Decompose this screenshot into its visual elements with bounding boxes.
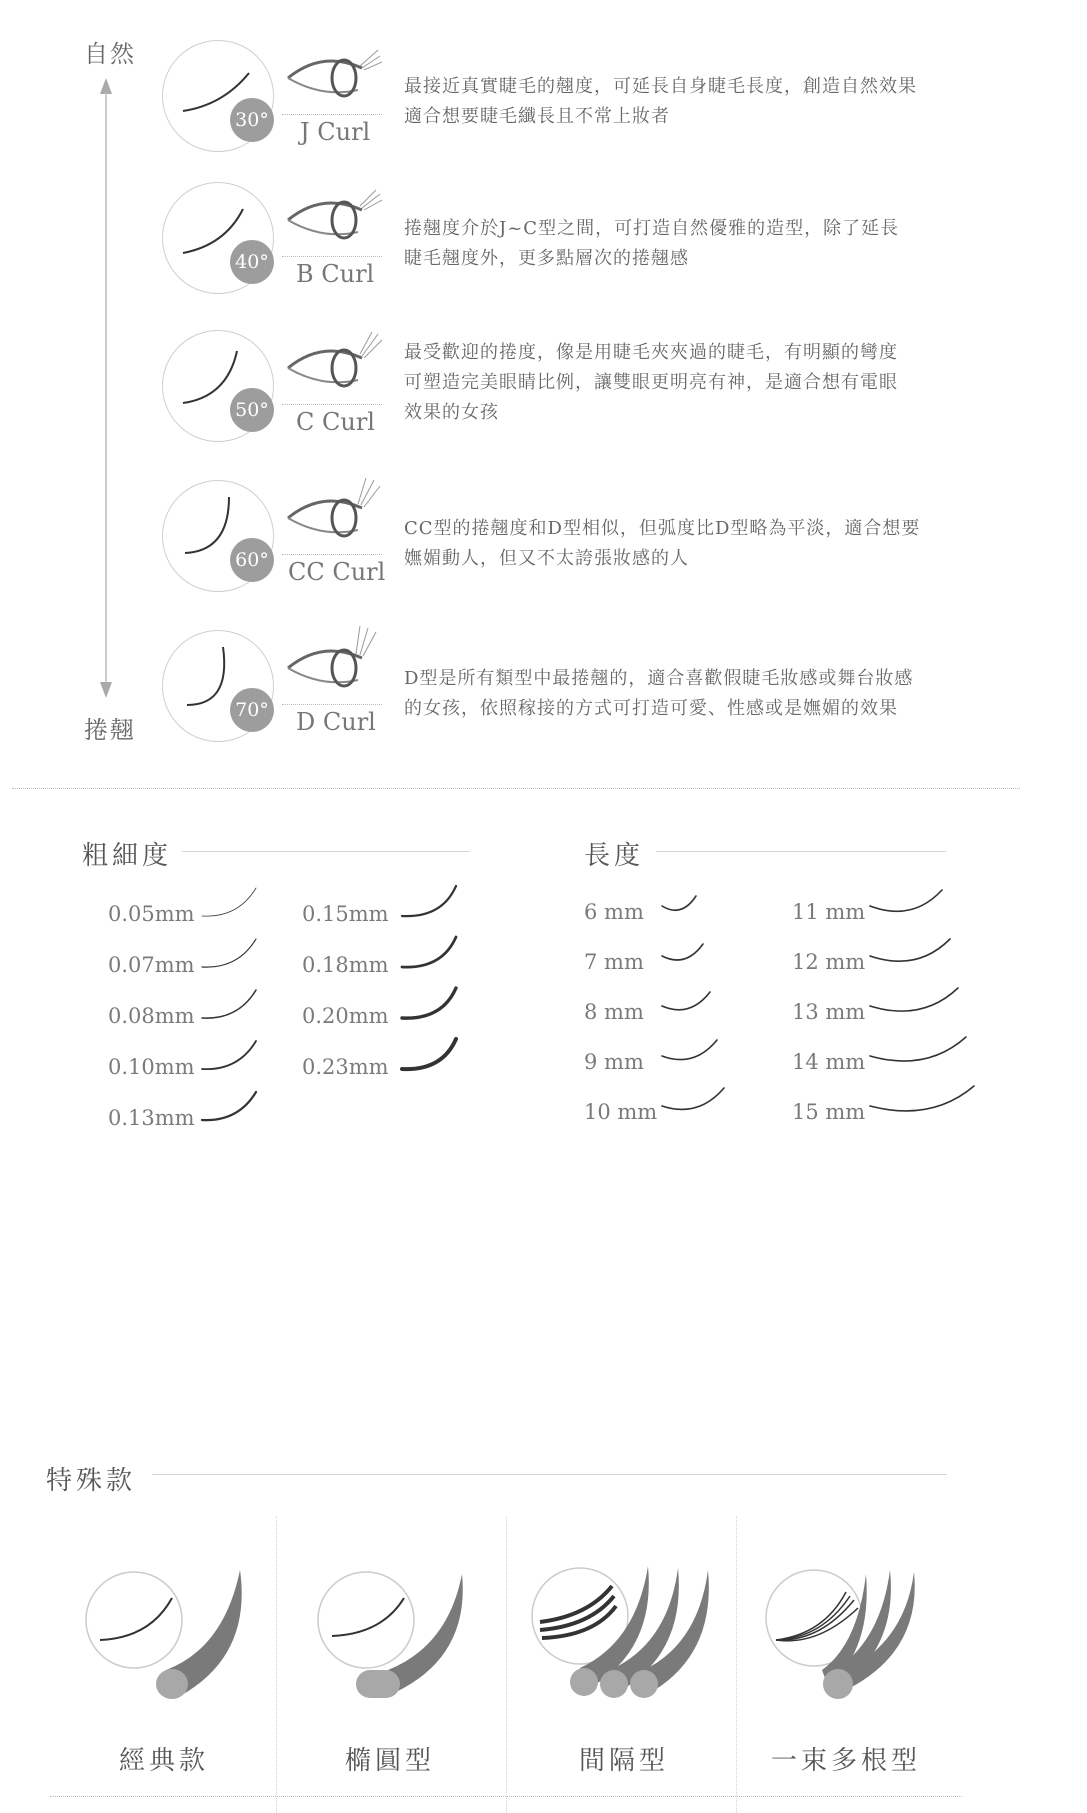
dotted-divider bbox=[282, 114, 382, 115]
lash-sample bbox=[868, 982, 978, 1032]
lash-sample bbox=[198, 884, 308, 934]
eye-icon bbox=[282, 622, 382, 702]
lash-sample bbox=[660, 1082, 770, 1132]
measure-label: 0.07mm bbox=[108, 953, 195, 977]
measure-label: 14 mm bbox=[792, 1050, 866, 1074]
desc-line: D型是所有類型中最捲翹的，適合喜歡假睫毛妝感或舞台妝感 bbox=[404, 668, 914, 689]
lash-sample bbox=[198, 935, 308, 985]
thickness-title: 粗細度 bbox=[82, 841, 173, 871]
bundle-lash-illustration bbox=[762, 1560, 942, 1700]
lash-sample bbox=[868, 1032, 978, 1082]
interval-lash-illustration bbox=[528, 1556, 728, 1706]
lash-sample bbox=[398, 986, 508, 1036]
measure-label: 0.10mm bbox=[108, 1055, 195, 1079]
dotted-divider bbox=[282, 404, 382, 405]
measure-label: 7 mm bbox=[584, 950, 644, 974]
dotted-divider bbox=[282, 554, 382, 555]
measure-label: 0.15mm bbox=[302, 902, 389, 926]
vertical-divider bbox=[506, 1516, 507, 1813]
measure-label: 0.08mm bbox=[108, 1004, 195, 1028]
thickness-rule bbox=[182, 851, 470, 852]
lash-sample bbox=[868, 932, 978, 982]
measure-label: 11 mm bbox=[792, 900, 866, 924]
measure-label: 0.23mm bbox=[302, 1055, 389, 1079]
curl-row-d bbox=[0, 626, 1087, 756]
ellipse-lash-illustration bbox=[312, 1560, 492, 1700]
measure-label: 0.05mm bbox=[108, 902, 195, 926]
desc-line: 最受歡迎的捲度，像是用睫毛夾夾過的睫毛，有明顯的彎度 bbox=[404, 342, 898, 363]
measure-label: 0.18mm bbox=[302, 953, 389, 977]
eye-icon bbox=[282, 326, 382, 402]
curl-row-cc bbox=[0, 476, 1087, 606]
curl-name: CC Curl bbox=[288, 558, 386, 586]
desc-line: CC型的捲翹度和D型相似，但弧度比D型略為平淡，適合想要 bbox=[404, 518, 921, 539]
eye-icon bbox=[282, 474, 382, 552]
lash-sample bbox=[868, 882, 978, 932]
special-label-interval: 間隔型 bbox=[578, 1746, 669, 1776]
curl-description bbox=[404, 214, 964, 274]
lash-sample bbox=[398, 1037, 508, 1087]
lash-sample bbox=[198, 986, 308, 1036]
measure-label: 10 mm bbox=[584, 1100, 658, 1124]
desc-line: 適合想要睫毛纖長且不常上妝者 bbox=[404, 106, 670, 127]
degree-badge: 30° bbox=[230, 98, 274, 142]
measure-label: 6 mm bbox=[584, 900, 644, 924]
degree-badge: 40° bbox=[230, 240, 274, 284]
measure-label: 15 mm bbox=[792, 1100, 866, 1124]
desc-line: 最接近真實睫毛的翹度，可延長自身睫毛長度，創造自然效果 bbox=[404, 76, 917, 97]
special-rule bbox=[152, 1474, 947, 1475]
dotted-divider bbox=[282, 256, 382, 257]
measure-label: 8 mm bbox=[584, 1000, 644, 1024]
length-title: 長度 bbox=[584, 841, 645, 871]
curl-name: D Curl bbox=[296, 708, 376, 736]
measure-label: 13 mm bbox=[792, 1000, 866, 1024]
curl-description bbox=[404, 514, 964, 574]
axis-top-label: 自然 bbox=[84, 40, 136, 68]
lash-sample bbox=[398, 884, 508, 934]
lash-sample bbox=[660, 882, 770, 932]
special-label-ellipse: 橢圓型 bbox=[344, 1746, 435, 1776]
special-label-bundle: 一束多根型 bbox=[770, 1746, 921, 1776]
curl-row-j bbox=[0, 36, 1087, 166]
measure-label: 0.13mm bbox=[108, 1106, 195, 1130]
curl-name: C Curl bbox=[296, 408, 375, 436]
length-rule bbox=[656, 851, 946, 852]
curl-row-b bbox=[0, 178, 1087, 308]
lash-sample bbox=[660, 1032, 770, 1082]
lash-sample bbox=[868, 1082, 978, 1132]
lash-sample bbox=[198, 1037, 308, 1087]
bottom-divider bbox=[50, 1796, 962, 1797]
lash-sample bbox=[660, 982, 770, 1032]
desc-line: 睫毛翹度外，更多點層次的捲翹感 bbox=[404, 248, 689, 269]
lash-sample bbox=[198, 1088, 308, 1138]
curl-name: J Curl bbox=[300, 118, 371, 146]
degree-badge: 70° bbox=[230, 688, 274, 732]
eye-icon bbox=[282, 42, 382, 112]
degree-badge: 50° bbox=[230, 388, 274, 432]
classic-lash-illustration bbox=[80, 1560, 260, 1700]
desc-line: 可塑造完美眼睛比例，讓雙眼更明亮有神，是適合想有電眼 bbox=[404, 372, 898, 393]
special-label-classic: 經典款 bbox=[118, 1746, 209, 1776]
eye-icon bbox=[282, 184, 382, 254]
measure-label: 0.20mm bbox=[302, 1004, 389, 1028]
vertical-divider bbox=[736, 1516, 737, 1813]
vertical-divider bbox=[276, 1516, 277, 1813]
special-title: 特殊款 bbox=[46, 1466, 137, 1496]
degree-badge: 60° bbox=[230, 538, 274, 582]
curl-description bbox=[404, 664, 964, 724]
curl-description bbox=[404, 338, 964, 428]
desc-line: 嫵媚動人，但又不太誇張妝感的人 bbox=[404, 548, 689, 569]
curl-name: B Curl bbox=[296, 260, 375, 288]
axis-bottom-label: 捲翹 bbox=[84, 716, 136, 744]
dotted-divider bbox=[282, 704, 382, 705]
lash-sample bbox=[660, 932, 770, 982]
curl-description bbox=[404, 72, 964, 132]
curl-row-c bbox=[0, 326, 1087, 456]
lash-sample bbox=[398, 935, 508, 985]
section-divider bbox=[12, 788, 1020, 789]
desc-line: 捲翹度介於J~C型之間，可打造自然優雅的造型，除了延長 bbox=[404, 218, 900, 239]
measure-label: 12 mm bbox=[792, 950, 866, 974]
desc-line: 效果的女孩 bbox=[404, 402, 499, 423]
measure-label: 9 mm bbox=[584, 1050, 644, 1074]
desc-line: 的女孩，依照稼接的方式可打造可愛、性感或是嫵媚的效果 bbox=[404, 698, 898, 719]
